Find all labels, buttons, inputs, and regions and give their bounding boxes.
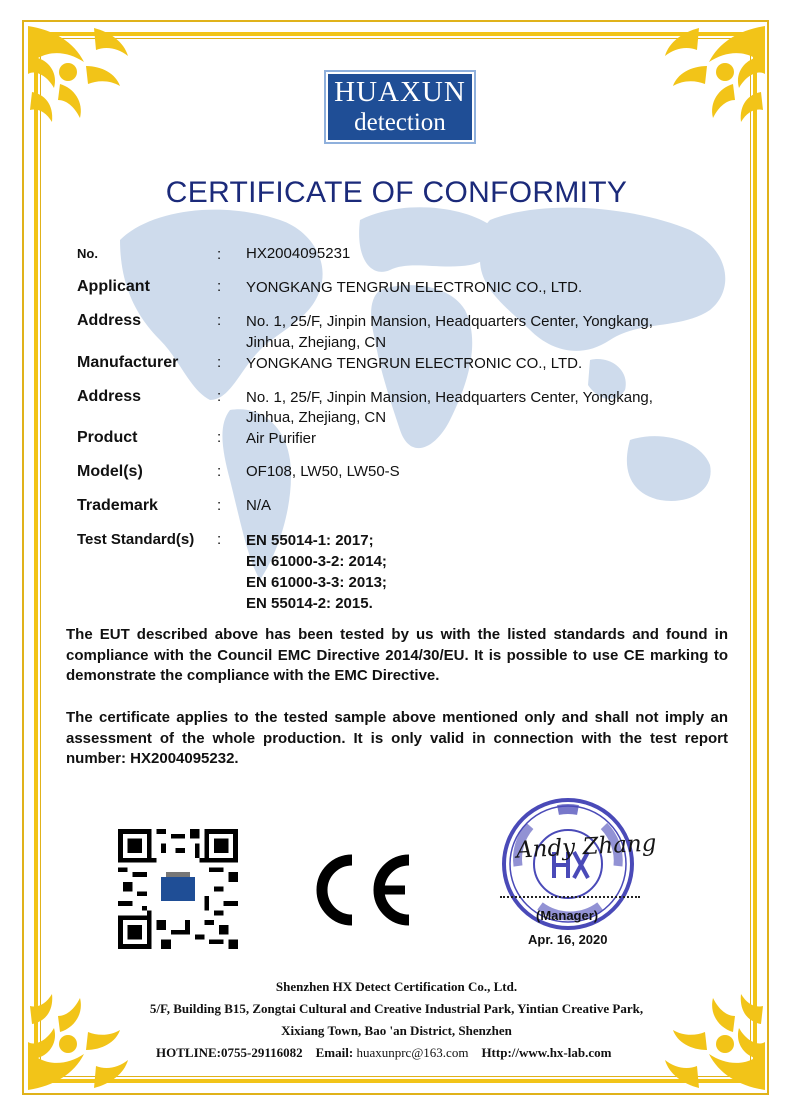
- label-product: Product: [77, 429, 138, 446]
- colon-product: :: [217, 429, 222, 446]
- email-value[interactable]: huaxunprc@163.com: [356, 1045, 469, 1060]
- address-applicant-line2: Jinhua, Zhejiang, CN: [246, 334, 387, 351]
- label-manufacturer: Manufacturer: [77, 354, 179, 371]
- ce-mark: [305, 850, 420, 930]
- corner-ornament-top-right: [619, 22, 769, 152]
- logo-text-huaxun: HUAXUN: [334, 76, 466, 108]
- colon-applicant: :: [217, 278, 222, 295]
- standard-item: EN 61000-3-2: 2014;: [246, 553, 387, 570]
- issue-date: Apr. 16, 2020: [528, 932, 608, 947]
- label-applicant: Applicant: [77, 278, 150, 295]
- email-label: Email:: [315, 1045, 354, 1060]
- applicant-value: YONGKANG TENGRUN ELECTRONIC CO., LTD.: [246, 279, 583, 296]
- website-link[interactable]: Http://www.hx-lab.com: [481, 1045, 612, 1060]
- huaxun-logo: [324, 70, 476, 144]
- colon-address-applicant: :: [217, 312, 222, 329]
- logo-text-detection: detection: [354, 109, 446, 136]
- validity-statement: The certificate applies to the tested sample above mentioned only and shall not imply an assessment of the whole production. It is only valid in connection with the test report number: HX2004095232.: [66, 709, 728, 767]
- footer-address-line1: 5/F, Building B15, Zongtai Cultural and Creative Industrial Park, Yintian Creative Park,: [149, 1001, 644, 1016]
- manager-signature: Andy Zhang: [515, 830, 658, 864]
- trademark-value: N/A: [246, 497, 272, 514]
- manufacturer-value: YONGKANG TENGRUN ELECTRONIC CO., LTD.: [246, 355, 583, 372]
- label-address-manufacturer: Address: [77, 388, 142, 405]
- product-value: Air Purifier: [246, 430, 317, 447]
- standard-item: EN 55014-1: 2017;: [246, 532, 374, 549]
- world-map-watermark: [110, 180, 750, 640]
- label-trademark: Trademark: [77, 497, 158, 514]
- certificate-title: CERTIFICATE OF CONFORMITY: [165, 176, 628, 209]
- corner-ornament-top-left: [24, 22, 174, 152]
- standard-item: EN 61000-3-3: 2013;: [246, 574, 387, 591]
- signature-line: [500, 896, 640, 898]
- qr-code: [118, 829, 238, 949]
- address-manufacturer-line1: No. 1, 25/F, Jinpin Mansion, Headquarters Center, Yongkang,: [246, 389, 653, 406]
- certificate-number: HX2004095231: [246, 245, 351, 262]
- signer-role: (Manager): [536, 908, 599, 923]
- address-applicant-line1: No. 1, 25/F, Jinpin Mansion, Headquarters Center, Yongkang,: [246, 313, 653, 330]
- footer-company: Shenzhen HX Detect Certification Co., Ltd.: [275, 979, 518, 994]
- compliance-statement: The EUT described above has been tested by us with the listed standards and found in compliance with the Council EMC Directive 2014/30/EU. It is possible to use CE marking to demonstrate the compliance with the EMC Directive.: [66, 626, 728, 684]
- address-manufacturer-line2: Jinhua, Zhejiang, CN: [246, 409, 387, 426]
- hotline-value: 0755-29116082: [221, 1045, 303, 1060]
- label-no: No.: [77, 246, 98, 261]
- footer-address-line2: Xixiang Town, Bao 'an District, Shenzhen: [281, 1023, 512, 1038]
- colon-address-manufacturer: :: [217, 388, 222, 405]
- label-test-standards: Test Standard(s): [77, 531, 195, 548]
- colon-trademark: :: [217, 497, 222, 514]
- hotline-label: HOTLINE:: [156, 1045, 222, 1060]
- colon-no: :: [217, 246, 222, 263]
- footer-contact: [156, 1045, 611, 1061]
- colon-manufacturer: :: [217, 354, 222, 371]
- label-models: Model(s): [77, 463, 143, 480]
- colon-test-standards: :: [217, 531, 222, 548]
- label-address-applicant: Address: [77, 312, 142, 329]
- colon-models: :: [217, 463, 222, 480]
- standard-item: EN 55014-2: 2015.: [246, 595, 373, 612]
- models-value: OF108, LW50, LW50-S: [246, 463, 400, 480]
